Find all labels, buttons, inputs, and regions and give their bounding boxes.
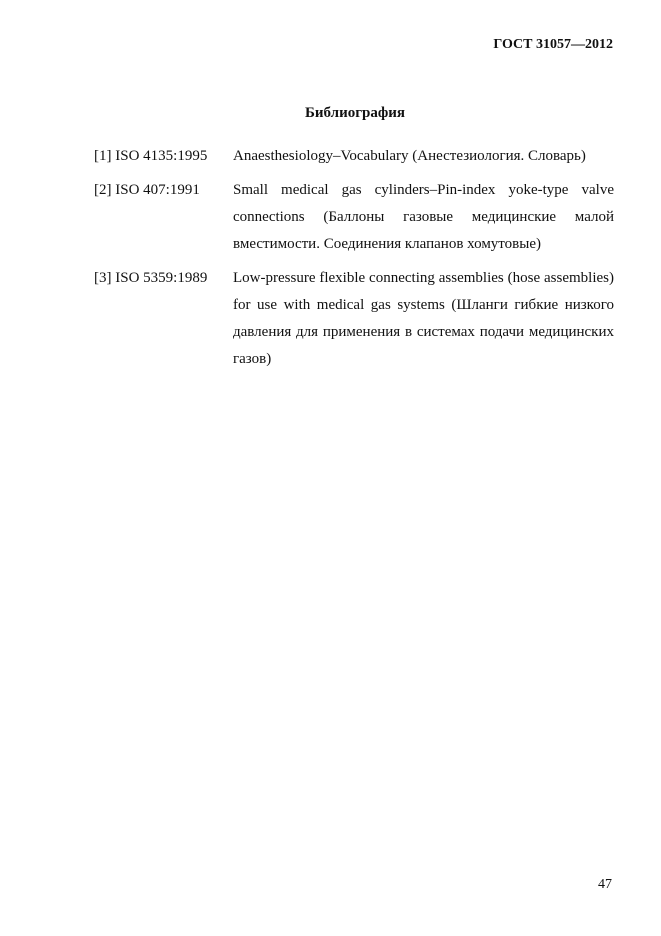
entry-ref: [2] ISO 407:1991 [94,182,200,198]
entry-ref: [3] ISO 5359:1989 [94,270,208,286]
entry-text: Small medical gas cylinders–Pin-index yoke-type valve connections (Баллоны газовые медицинские малой вместимости. Соединения клапанов хомутовые) [233,182,614,252]
document-header: ГОСТ 31057—2012 [493,37,613,52]
page-number: 47 [598,877,612,892]
entry-ref: [1] ISO 4135:1995 [94,148,208,164]
section-title: Библиография [304,105,406,121]
entry-text: Anaesthesiology–Vocabulary (Анестезиология. Словарь) [233,148,586,164]
entry-text: Low-pressure flexible connecting assemblies (hose assemblies) for use with medical gas systems (Шланги гибкие низкого давления для применения в системах подачи медицинских газов) [233,270,614,367]
